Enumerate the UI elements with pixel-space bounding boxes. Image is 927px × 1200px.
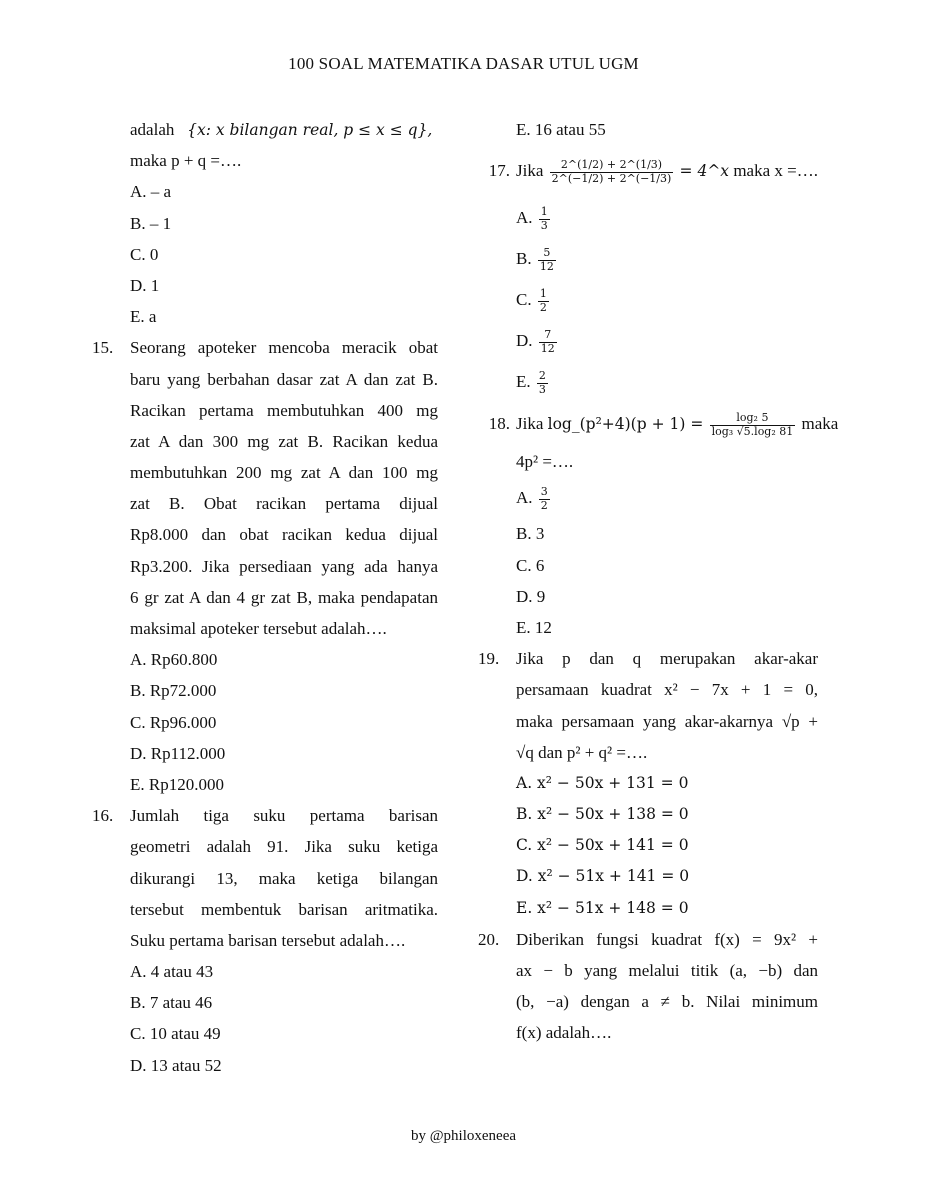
- q16-option-e: E. 16 atau 55: [516, 120, 606, 139]
- left-column: [92, 114, 438, 1081]
- q15-line: Racikan pertama membutuhkan 400 mg: [130, 400, 438, 420]
- q15-option-a: A. Rp60.800: [130, 650, 218, 670]
- q17-numerator: 2^(1/2) + 2^(1/3): [550, 159, 674, 173]
- q18-stem: 18. Jika log_(p²+4)(p + 1) = $\frac{\text{log₂ 5}}{\text{log₃ √5.log₂ 81}}$ maka: [478, 402, 818, 446]
- q19-line: 19. Jika p dan q merupakan akar-akar: [478, 643, 818, 674]
- q17-option-d: D. $\frac{7}{12}$: [516, 328, 555, 355]
- q20-line: f(x) adalah….: [516, 1023, 612, 1043]
- q15-line: maksimal apoteker tersebut adalah….: [130, 619, 387, 638]
- q15-option-e: E. Rp120.000: [130, 774, 224, 794]
- q15-line: zat A dan 300 mg zat B. Racikan kedua: [130, 431, 438, 451]
- q16-line: Suku pertama barisan tersebut adalah….: [130, 930, 406, 950]
- q17-number: 17.: [488, 161, 510, 181]
- q15-option-d: D. Rp112.000: [130, 743, 226, 763]
- page-header: 100 SOAL MATEMATIKA DASAR UTUL UGM: [288, 54, 639, 73]
- q18-number: 18.: [488, 414, 510, 434]
- q15-line: Rp8.000 dan obat racikan kedua dijual: [130, 525, 438, 545]
- q20-line: ax − b yang melalui titik (a, −b) dan: [516, 961, 818, 980]
- q14-text-line-1: adalah {x: x bilangan real, p ≤ x ≤ q},: [130, 120, 433, 139]
- question-15: [92, 332, 438, 800]
- q14-option-b: B. – 1: [130, 213, 172, 233]
- q20-number: 20.: [478, 929, 500, 949]
- q16-option-b: B. 7 atau 46: [130, 993, 213, 1013]
- q19-option-b: B. x² − 50x + 138 = 0: [516, 805, 689, 824]
- q14-set-expression: {x: x bilangan real, p ≤ x ≤ q},: [187, 121, 433, 139]
- q16-number: 16.: [92, 806, 114, 826]
- q17-stem: 17. Jika $\frac{2\^{}(1/2) + 2\^{}(1/3)}{2\^{}(-1/2) + 2\^{}(-1/3)}$ = 4^x maka x =….: [478, 145, 818, 197]
- q18-option-b: B. 3: [516, 524, 545, 544]
- q18-option-a: A. $\frac{3}{2}$: [516, 485, 548, 512]
- q19-number: 19.: [478, 649, 500, 669]
- question-19: [478, 643, 818, 924]
- q14-option-a: A. – a: [130, 182, 172, 202]
- q15-line: 15. Seorang apoteker mencoba meracik obat: [92, 332, 438, 363]
- q17-fraction: [550, 159, 674, 185]
- q17-option-c: C. $\frac{1}{2}$: [516, 287, 547, 314]
- q19-line: persamaan kuadrat x² − 7x + 1 = 0,: [516, 680, 818, 700]
- page-footer: by @philoxeneea: [410, 1128, 517, 1144]
- question-18: [478, 402, 839, 643]
- q17-option-a: A. $\frac{1}{3}$: [516, 205, 548, 232]
- q19-option-d: D. x² − 51x + 141 = 0: [516, 867, 690, 886]
- q16-line: 16. Jumlah tiga suku pertama barisan: [92, 800, 438, 831]
- q17-option-b: B. $\frac{5}{12}$: [516, 246, 554, 273]
- q18-option-e: E. 12: [516, 617, 552, 637]
- q15-number: 15.: [92, 338, 114, 358]
- q15-line: membutuhkan 200 mg zat A dan 100 mg: [130, 463, 438, 483]
- q17-option-e: E. $\frac{2}{3}$: [516, 369, 546, 396]
- q17-denominator: 2^(−1/2) + 2^(−1/3): [551, 171, 672, 185]
- q19-option-c: C. x² − 50x + 141 = 0: [516, 836, 689, 855]
- q15-line: Rp3.200. Jika persediaan yang ada hanya: [130, 556, 438, 576]
- question-20: [478, 924, 818, 1049]
- q14-option-d: D. 1: [130, 275, 160, 295]
- question-16: [92, 800, 438, 1081]
- q14-text-line-2: maka p + q =….: [130, 151, 242, 171]
- q20-line: (b, −a) dengan a ≠ b. Nilai minimum: [516, 992, 818, 1012]
- q19-option-a: A. x² − 50x + 131 = 0: [516, 773, 689, 792]
- q15-line: baru yang berbahan dasar zat A dan zat B.: [130, 369, 438, 389]
- q20-line: 20. Diberikan fungsi kuadrat f(x) = 9x² +: [478, 924, 818, 955]
- question-17: [478, 145, 818, 402]
- q14-option-e: E. a: [130, 307, 157, 327]
- q15-option-c: C. Rp96.000: [130, 712, 217, 732]
- q15-line: zat B. Obat racikan pertama dijual: [130, 494, 438, 514]
- q18-line-2: 4p² =….: [516, 452, 574, 472]
- q16-option-d: D. 13 atau 52: [130, 1055, 222, 1075]
- q16-option-c: C. 10 atau 49: [130, 1024, 221, 1044]
- q18-numerator: log₂ 5: [710, 412, 796, 426]
- q16-line: geometri adalah 91. Jika suku ketiga: [130, 837, 438, 857]
- q14-option-c: C. 0: [130, 244, 159, 264]
- q16-line: tersebut membentuk barisan aritmatika.: [130, 899, 438, 919]
- right-column: [478, 114, 839, 1049]
- q16-line: dikurangi 13, maka ketiga bilangan: [130, 868, 438, 888]
- q18-fraction: [710, 412, 796, 438]
- q18-option-c: C. 6: [516, 555, 545, 575]
- q19-option-e: E. x² − 51x + 148 = 0: [516, 898, 689, 917]
- q15-option-b: B. Rp72.000: [130, 681, 217, 701]
- q19-line: √q dan p² + q² =….: [516, 742, 648, 762]
- q18-denominator: log₃ √5.log₂ 81: [711, 424, 794, 438]
- q18-option-d: D. 9: [516, 586, 546, 606]
- q15-line: 6 gr zat A dan 4 gr zat B, maka pendapatan: [130, 587, 438, 607]
- q16-option-a: A. 4 atau 43: [130, 962, 214, 982]
- q19-line: maka persamaan yang akar-akarnya √p +: [516, 711, 818, 731]
